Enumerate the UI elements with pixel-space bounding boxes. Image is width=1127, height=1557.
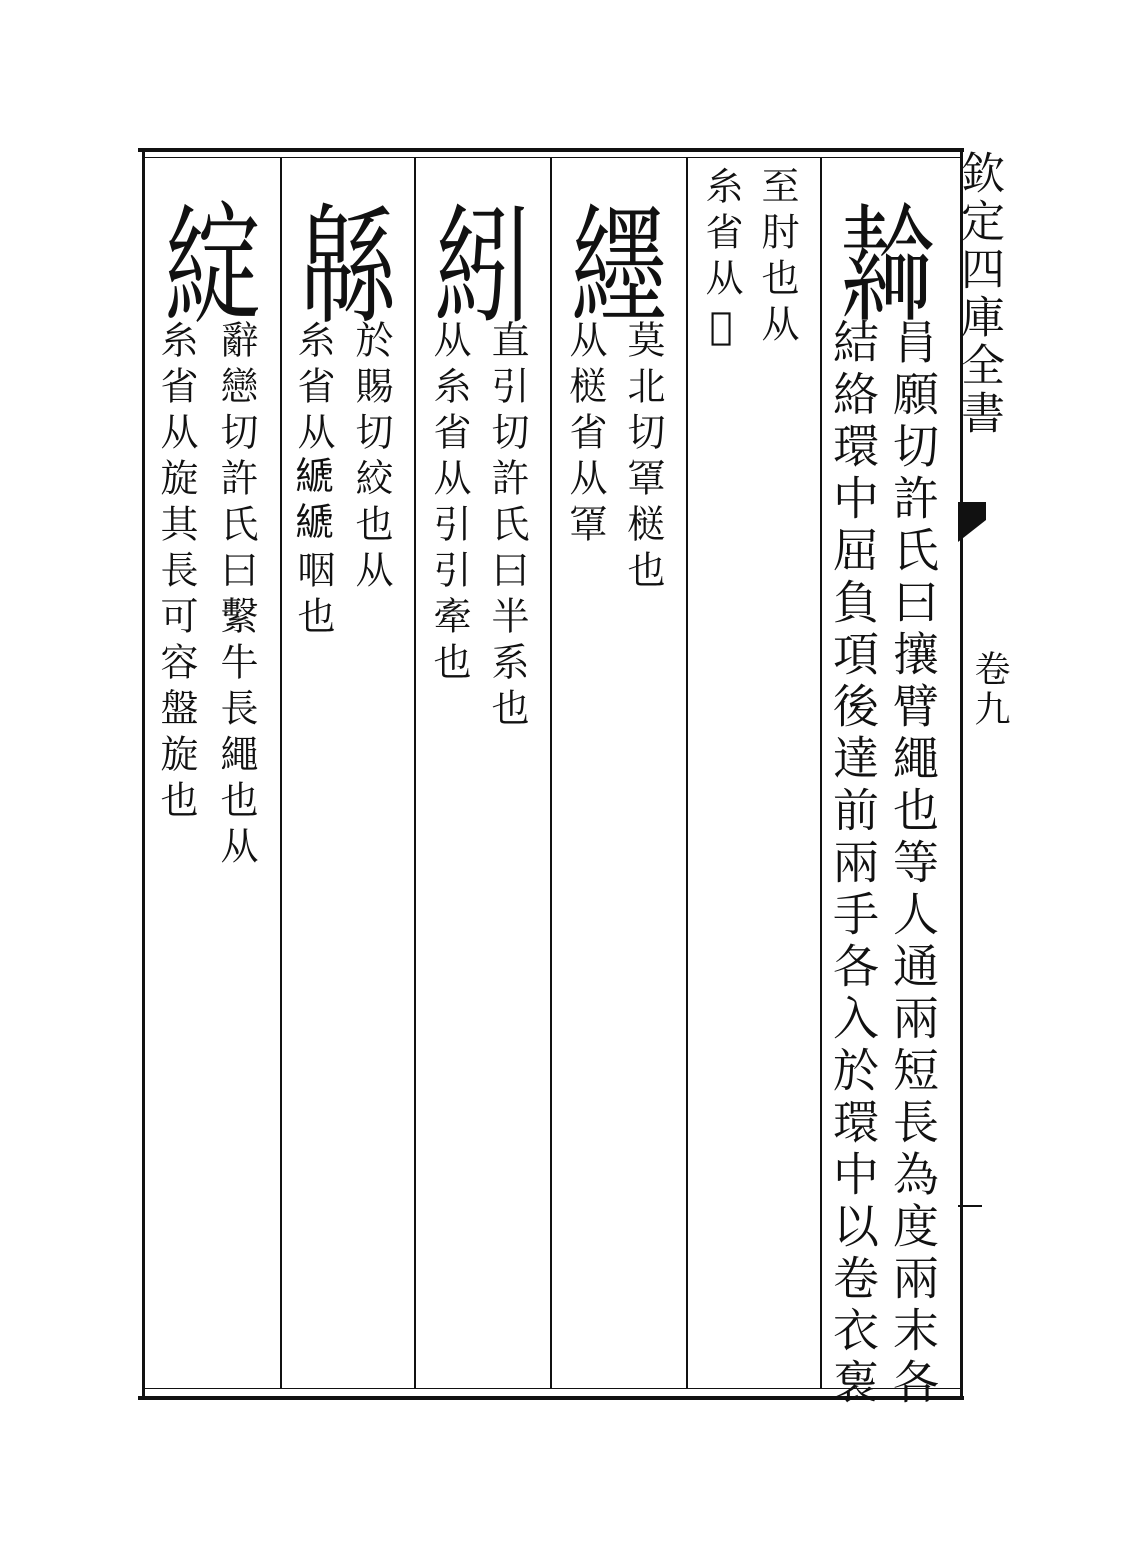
seal-character: 𦅫 — [840, 191, 936, 343]
entry-text-line: 莫北切𦋐㮸也 — [621, 320, 665, 596]
entry-text-line: 肙願切許氏曰攘臂繩也等人通兩短長為度兩末各 — [886, 318, 940, 1410]
entry-text-line: 糸省从𦃇𦃇咽也 — [291, 320, 335, 642]
entry-column — [145, 158, 280, 1388]
book-title: 欽定四庫全書 — [953, 150, 1004, 438]
entry-text-line: 糸省从𤼵 — [699, 166, 743, 356]
margin-tick — [958, 1205, 982, 1207]
entry-text-line: 結絡環中屈負項後達前兩手各入於環中以卷衣袌 — [826, 318, 880, 1410]
seal-character: 緜 — [300, 191, 396, 343]
entry-text-line: 於賜切絞也从 — [349, 320, 393, 596]
seal-character: 纆 — [571, 191, 667, 343]
entry-text-line: 直引切許氏曰半系也 — [485, 320, 529, 734]
entry-column — [282, 158, 414, 1388]
seal-character: 紖 — [435, 191, 531, 343]
entry-column — [688, 158, 820, 1388]
entry-text-line: 糸省从旋其長可容盤旋也 — [154, 320, 198, 826]
entry-column — [416, 158, 550, 1388]
entry-text-line: 从㮸省从𦋐 — [563, 320, 607, 550]
entry-column — [822, 158, 954, 1410]
volume-label: 卷九 — [969, 650, 1010, 730]
seal-character: 綻 — [164, 191, 261, 343]
entry-text-line: 辭戀切許氏曰繫牛長繩也从 — [214, 320, 258, 872]
fishtail-mark-icon — [958, 502, 986, 542]
entry-column — [552, 158, 686, 1388]
entry-text-line: 至肘也从 — [755, 166, 799, 350]
entry-text-line: 从糸省从引引牽也 — [427, 320, 471, 688]
